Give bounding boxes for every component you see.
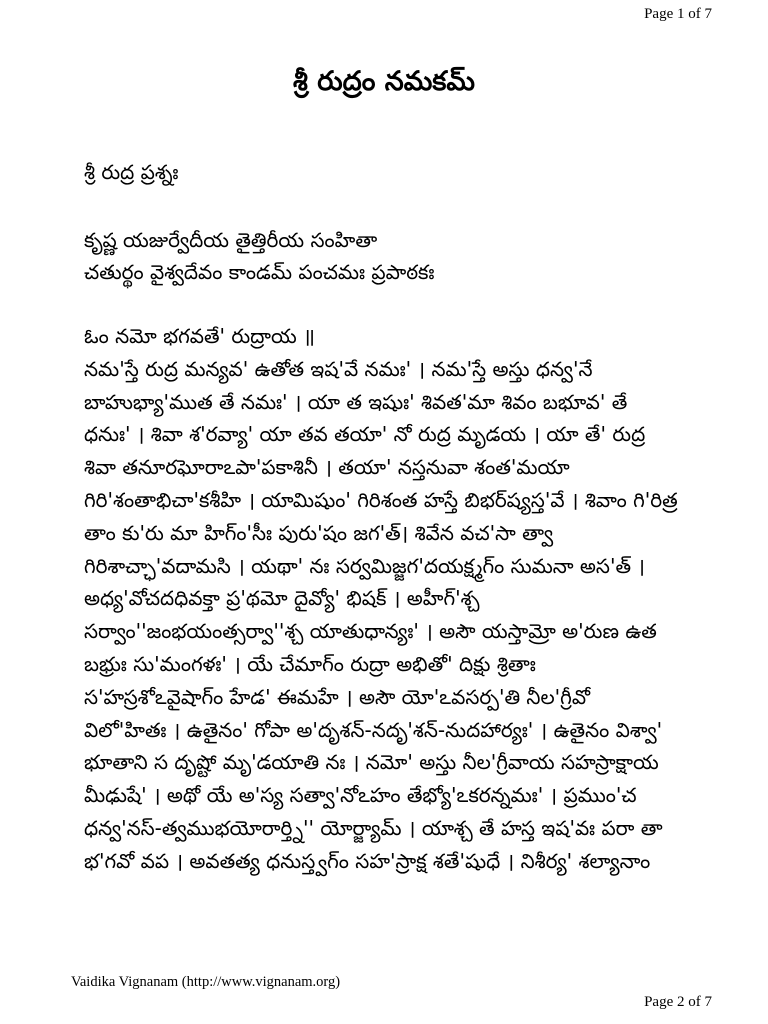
section-subtitle: శ్రీ రుద్ర ప్రశ్నః <box>84 160 179 184</box>
source-line: చతుర్థం వైశ్వదేవం కాండమ్ పంచమః ప్రపాఠకః <box>84 260 435 284</box>
document-title: శ్రీ రుద్రం నమకమ్ <box>293 66 475 97</box>
footer-credit: Vaidika Vignanam (http://www.vignanam.org) <box>71 974 341 990</box>
verse-line: బాహుభ్యా'ముత తే నమః' । యా త ఇషుః' శివత'మా శివం బభూవ' తే <box>84 389 628 414</box>
invocation-line: ఓం నమో భగవతే' రుద్రాయ ॥ <box>84 324 316 348</box>
verse-line: శివా తనూరఘోరాఽపా'పకాశినీ । తయా' నస్తనువా శంత'మయా <box>84 455 570 480</box>
verse-line: మీఢుషే' । అథో యే అ'స్య సత్వా'నోఽహం తేభ్యో'ఽకరన్నమః' । ప్రముం'చ <box>84 783 637 808</box>
page-number-top: Page 1 of 7 <box>644 6 712 22</box>
verse-line: గిరిశాచ్ఛా'వదామసి । యథా' నః సర్వమిజ్జగ'దయక్ష్మగ్ం సుమనా అస'త్ । <box>84 553 645 578</box>
verse-line: భూతాని స దృష్టో మృ'డయాతి నః । నమో' అస్తు నీల'గ్రీవాయ సహస్రాక్షాయ <box>84 750 659 775</box>
verse-line: స'హస్రశోఽవైషాగ్ం హేడ' ఈమహే । అసౌ యో'ఽవసర్ప'తి నీల'గ్రీవో <box>84 684 590 709</box>
source-block <box>84 224 434 288</box>
verse-line: గిరి'శంతాభిచా'కశీహి । యామిషుం' గిరిశంత హస్తే బిభర్‌ష్యస్త'వే । శివాం గి'రిత్ర <box>84 487 678 512</box>
source-line: కృష్ణ యజుర్వేదీయ తైత్తిరీయ సంహితా <box>84 228 378 252</box>
verse-block <box>84 320 724 878</box>
verse-line: అధ్య'వోచదధివక్తా ప్ర'థమో దైవ్యో' భిషక్ । అహీగ్'శ్చ <box>84 586 480 611</box>
verse-line: ధన్వ'నస్-త్వముభయోరార్త్ని'' యోర్జ్యామ్ । యాశ్చ తే హస్త ఇష'వః పరా తా <box>84 815 663 840</box>
verse-line: బభ్రుః సు'మంగళః' । యే చేమాగ్ం రుద్రా అభితో' దిక్షు శ్రితాః <box>84 651 536 676</box>
verse-line: విలో'హితః । ఉతైనం' గోపా అ'దృశన్-నదృ'శన్-నుదహార్యః' । ఉతైనం విశ్వా' <box>84 717 663 742</box>
verse-line: ధనుః' । శివా శ'రవ్యా' యా తవ తయా' నో రుద్ర మృడయ । యా తే' రుద్ర <box>84 422 646 447</box>
verse-line: సర్వాం''జంభయంత్సర్వా''శ్చ యాతుధాన్యః' । అసౌ యస్తామ్రో అ'రుణ ఉత <box>84 619 657 644</box>
verse-line: భ'గవో వప । అవతత్య ధనుస్త్వగ్ం సహ'స్రాక్ష శతే'షుధే । నిశీర్య' శల్యానాం <box>84 848 651 873</box>
verse-line: తాం కు'రు మా హిగ్ం'సీః పురు'షం జగ'త్। శివేన వచ'సా త్వా <box>84 520 554 545</box>
page-number-bottom: Page 2 of 7 <box>644 994 712 1010</box>
verse-line: నమ'స్తే రుద్ర మన్యవ' ఉతోత ఇష'వే నమః' । నమ'స్తే అస్తు ధన్వ'నే <box>84 356 593 381</box>
